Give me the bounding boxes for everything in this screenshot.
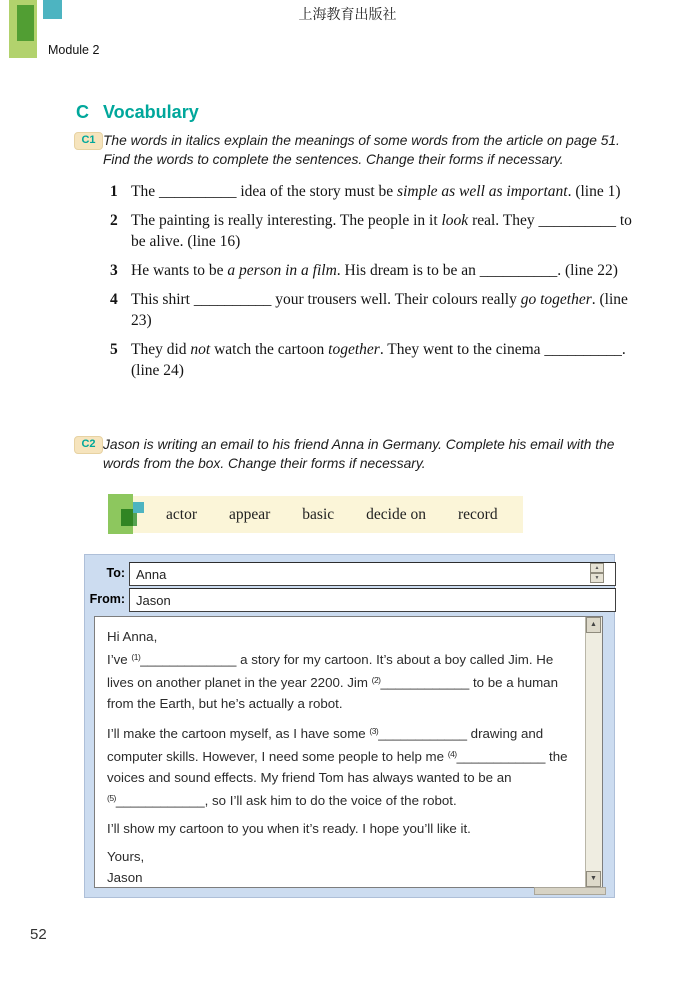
- email-body-box: [94, 616, 603, 888]
- email-from-row: [85, 588, 614, 610]
- c2-instructions: Jason is writing an email to his friend Anna in Germany. Complete his email with the words from the box. Change their forms if necessary.: [103, 437, 615, 471]
- item-number: 5: [110, 341, 118, 358]
- exercise-item-5: [110, 339, 650, 381]
- word-item: appear: [228, 505, 271, 523]
- wordbox-teal-square: [133, 502, 144, 513]
- c2-badge: C2: [74, 436, 103, 454]
- scrollbar-up-button[interactable]: ▲: [586, 617, 601, 633]
- c1-badge: C1: [74, 132, 103, 150]
- item-number: 3: [110, 262, 118, 279]
- item-number: 4: [110, 291, 118, 308]
- email-paragraph: I’ve $^{(1)}$_____________ a story for my cartoon. It’s about a boy called Jim. He lives on another planet in the year 2200. Jim $^{(2)}$____________ to be a human from the Earth, but he’s actually a robot.: [107, 652, 558, 711]
- section-title: Vocabulary: [103, 102, 199, 122]
- from-input[interactable]: [129, 588, 616, 612]
- scrollbar-down-button[interactable]: ▼: [586, 871, 601, 887]
- spinner-down-button[interactable]: ▼: [590, 573, 604, 583]
- item-text: The __________ idea of the story must be simple as well as important. (line 1): [131, 183, 621, 200]
- exercise-item-4: [110, 289, 650, 331]
- item-text: This shirt __________ your trousers well. Their colours really go together. (line 23): [131, 291, 628, 329]
- item-text: He wants to be a person in a film. His dream is to be an __________. (line 22): [131, 262, 618, 279]
- word-box: [108, 496, 523, 533]
- scrollbar-track[interactable]: [585, 617, 602, 887]
- email-paragraph: I’ll show my cartoon to you when it’s ready. I hope you’ll like it.: [107, 821, 471, 836]
- email-paragraph: I’ll make the cartoon myself, as I have some $^{(3)}$____________ drawing and computer skills. However, I need some people to help me $^{(4)}$____________ the voices and sound effects. My friend Tom has always wanted to be an $^{(5)}$____________, so I’ll ask him to do the voice of the robot.: [107, 726, 568, 808]
- word-list: [166, 496, 498, 533]
- word-item: decide on: [366, 505, 426, 523]
- exercise-item-1: [110, 181, 650, 202]
- email-to-row: [85, 562, 614, 584]
- item-text: They did not watch the cartoon together. They went to the cinema __________. (line 24): [131, 341, 626, 379]
- word-item: record: [457, 505, 498, 523]
- module-label: Module 2: [48, 43, 100, 57]
- spinner-up-button[interactable]: ▲: [590, 563, 604, 573]
- c1-items: [110, 181, 650, 389]
- publisher-title: 上海教育出版社: [298, 7, 397, 23]
- word-item: actor: [166, 505, 197, 523]
- email-body-text[interactable]: [95, 617, 586, 887]
- c1-instructions: The words in italics explain the meanings of some words from the article on page 51. Find the words to complete the sentences. Change their forms if necessary.: [103, 133, 620, 167]
- to-label: To:: [106, 566, 125, 580]
- page-number: 52: [30, 926, 47, 943]
- section-heading: [76, 102, 199, 123]
- email-paragraph: Hi Anna,: [107, 629, 158, 644]
- to-input[interactable]: [129, 562, 616, 586]
- email-paragraph: Yours,: [107, 849, 145, 864]
- section-letter: C: [76, 102, 89, 122]
- item-number: 1: [110, 183, 118, 200]
- item-text: The painting is really interesting. The people in it look real. They __________ to be alive. (line 16): [131, 212, 632, 250]
- exercise-item-2: [110, 210, 650, 252]
- email-paragraph: Jason: [107, 870, 143, 885]
- item-number: 2: [110, 212, 118, 229]
- email-window: [84, 554, 615, 898]
- window-resize-grip: [534, 887, 606, 895]
- from-label: From:: [89, 592, 125, 606]
- exercise-item-3: [110, 260, 650, 281]
- to-spinner: [590, 563, 604, 583]
- word-item: basic: [302, 505, 335, 523]
